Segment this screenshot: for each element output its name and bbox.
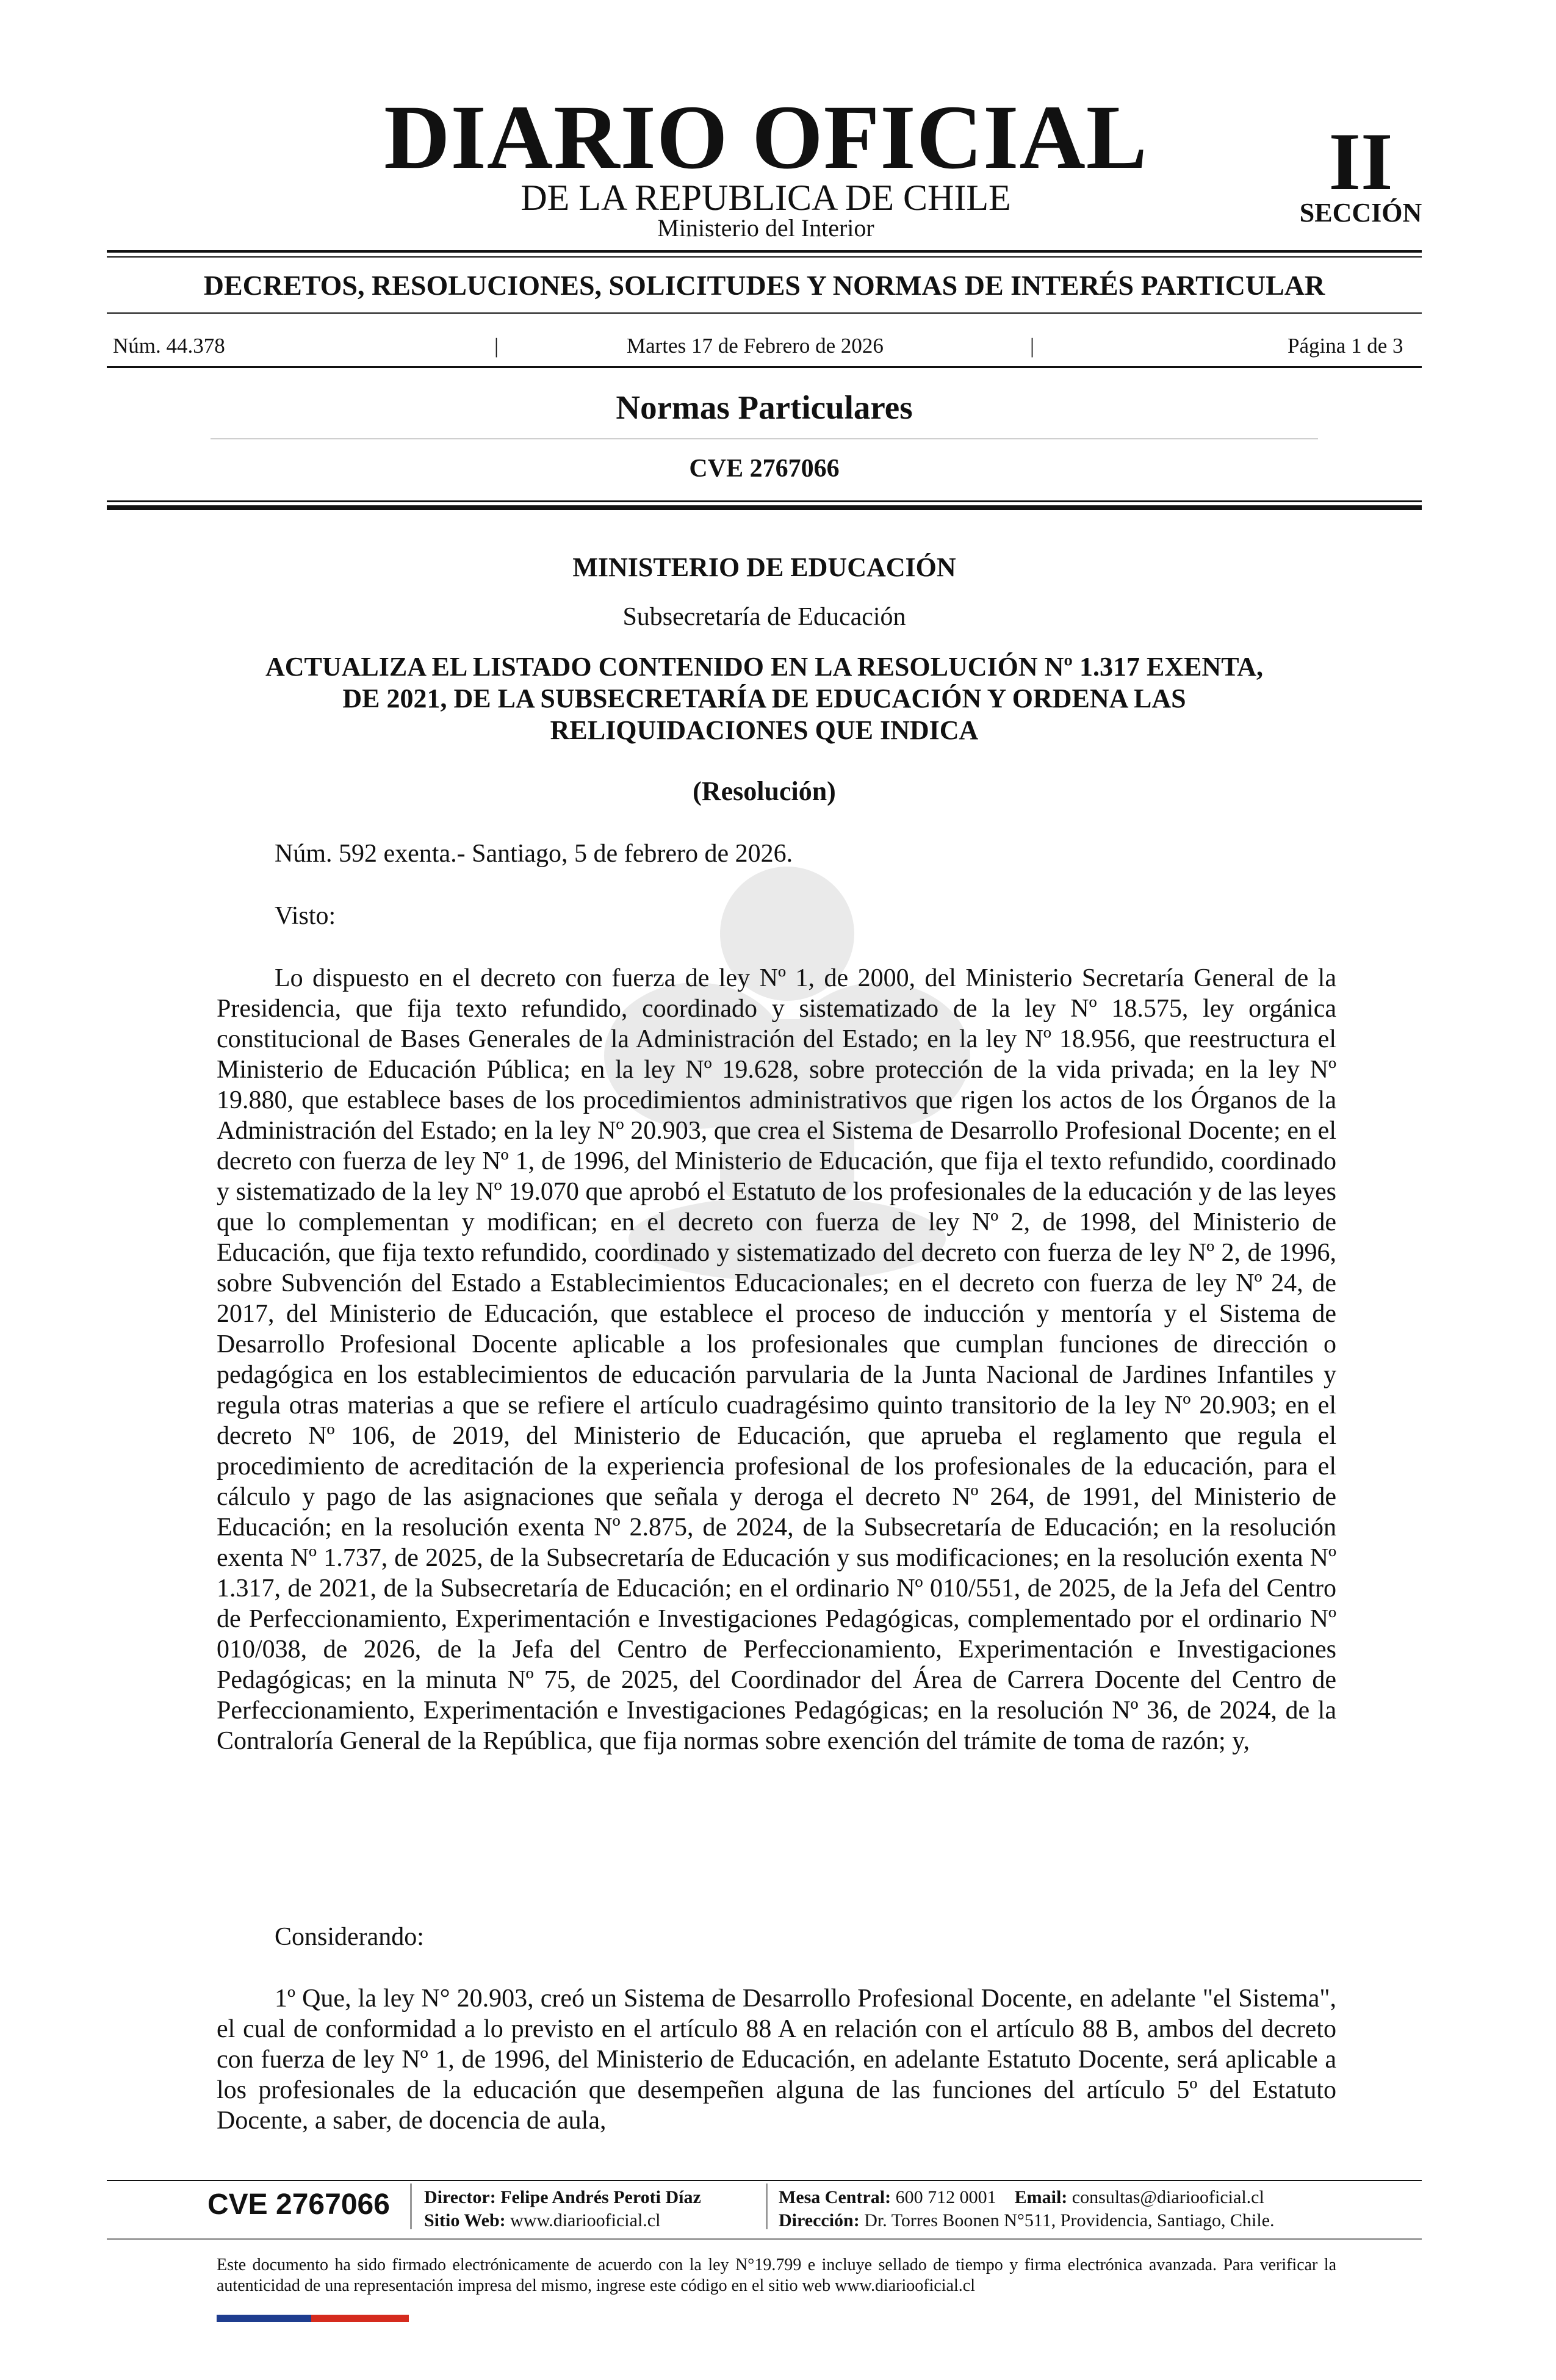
footer-contact-block [779, 2186, 1275, 2232]
header-rule-top-thin [107, 256, 1422, 258]
footer-divider [766, 2183, 768, 2229]
considerando-paragraph-1: 1º Que, la ley N° 20.903, creó un Sistema de Desarrollo Profesional Docente, en adelante "el Sistema", el cual de conformidad a lo previsto en el artículo 88 A en relación con el artículo 88 B, ambos del decreto con fuerza de ley Nº 1, de 1996, del Ministerio de Educación, en adelante Estatuto Docente, será aplicable a los profesionales de la educación que desempeñen alguna de las funciones del artículo 5º del Estatuto Docente, a saber, de docencia de aula, [217, 1985, 1336, 2135]
cve-rule-thick [107, 505, 1422, 510]
considerando-label: Considerando: [275, 1923, 424, 1951]
visto-label: Visto: [275, 902, 336, 930]
newspaper-title: DIARIO OFICIAL [384, 87, 1148, 188]
director-name: Felipe Andrés Peroti Díaz [500, 2187, 701, 2207]
meta-separator: | [1030, 334, 1035, 358]
flag-stripe-red [311, 2315, 409, 2322]
footer-director-block [424, 2186, 701, 2232]
cve-rule [107, 500, 1422, 502]
document-subsecretaria: Subsecretaría de Educación [622, 603, 906, 631]
newspaper-ministry: Ministerio del Interior [657, 214, 874, 242]
footer-cve: CVE 2767066 [207, 2188, 390, 2221]
footer-rule [107, 2180, 1422, 2181]
director-label: Director: [424, 2187, 496, 2207]
address-value: Dr. Torres Boonen N°511, Providencia, Santiago, Chile. [864, 2210, 1275, 2230]
address-label: Dirección: [779, 2210, 860, 2230]
resolution-number: Núm. 592 exenta.- Santiago, 5 de febrero de 2026. [275, 840, 793, 868]
header-rule-top [107, 250, 1422, 253]
meta-rule [107, 366, 1422, 368]
section-title: Normas Particulares [616, 389, 913, 426]
site-label: Sitio Web: [424, 2210, 506, 2230]
document-heading-line: ACTUALIZA EL LISTADO CONTENIDO EN LA RESOLUCIÓN Nº 1.317 EXENTA, [265, 652, 1264, 682]
site-link[interactable]: www.diariooficial.cl [510, 2210, 661, 2230]
newspaper-subtitle: DE LA REPUBLICA DE CHILE [520, 178, 1011, 218]
section-title-rule [211, 438, 1318, 439]
document-type: (Resolución) [693, 776, 836, 806]
visto-paragraph: Lo dispuesto en el decreto con fuerza de ley Nº 1, de 2000, del Ministerio Secretaría General de la Presidencia, que fija texto refundido, coordinado y sistematizado de la ley Nº 18.575, ley orgánica constitucional de Bases Generales de la Administración del Estado; en la ley Nº 18.956, que reestructura el Ministerio de Educación Pública; en la ley Nº 19.628, sobre protección de la vida privada; en la ley Nº 19.880, que establece bases de los procedimientos administrativos que rigen los actos de los Órganos de la Administración del Estado; en la ley Nº 20.903, que crea el Sistema de Desarrollo Profesional Docente; en el decreto con fuerza de ley Nº 1, de 1996, del Ministerio de Educación, que fija el texto refundido, coordinado y sistematizado de la ley Nº 19.070 que aprobó el Estatuto de los profesionales de la educación y de las leyes que lo complementan y modifican; en el decreto con fuerza de ley Nº 2, de 1998, del Ministerio de Educación, que fija texto refundido, coordinado y sistematizado del decreto con fuerza de ley Nº 2, de 1996, sobre Subvención del Estado a Establecimientos Educacionales; en el decreto con fuerza de ley Nº 24, de 2017, del Ministerio de Educación, que establece el proceso de inducción y mentoría y el Sistema de Desarrollo Profesional Docente aplicable a los profesionales que cumplan funciones de dirección o pedagógica en los establecimientos de educación parvularia de la Junta Nacional de Jardines Infantiles y regula otras materias a que se refiere el artículo cuadragésimo quinto transitorio de la ley Nº 20.903; en el decreto Nº 106, de 2019, del Ministerio de Educación, que aprueba el reglamento que regula el procedimiento de acreditación de la experiencia profesional de los profesionales de la educación, para el cálculo y pago de las asignaciones que señala y deroga el decreto Nº 264, de 1991, del Ministerio de Educación; en la resolución exenta Nº 2.875, de 2024, de la Subsecretaría de Educación; en la resolución exenta Nº 1.737, de 2025, de la Subsecretaría de Educación y sus modificaciones; en la resolución exenta Nº 1.317, de 2021, de la Subsecretaría de Educación; en el ordinario Nº 010/551, de 2025, de la Jefa del Centro de Perfeccionamiento, Experimentación e Investigaciones Pedagógicas, complementado por el ordinario Nº 010/038, de 2026, de la Jefa del Centro de Perfeccionamiento, Experimentación e Investigaciones Pedagógicas; en la minuta Nº 75, de 2025, del Coordinador del Área de Carrera Docente del Centro de Perfeccionamiento, Experimentación e Investigaciones Pedagógicas; en la resolución Nº 36, de 2024, de la Contraloría General de la República, que fija normas sobre exención del trámite de toma de razón; y, [217, 964, 1336, 1755]
banner-rule [107, 312, 1422, 314]
email-label: Email: [1014, 2187, 1068, 2207]
section-banner: DECRETOS, RESOLUCIONES, SOLICITUDES Y NORMAS DE INTERÉS PARTICULAR [203, 270, 1325, 301]
phone-value: 600 712 0001 [895, 2187, 996, 2207]
meta-separator: | [494, 334, 499, 358]
document-ministry: MINISTERIO DE EDUCACIÓN [572, 552, 956, 582]
footer-divider [410, 2183, 412, 2229]
flag-stripe-blue [217, 2315, 311, 2322]
section-number: II [1328, 117, 1393, 207]
document-heading-line: RELIQUIDACIONES QUE INDICA [550, 715, 979, 745]
page-indicator: Página 1 de 3 [1288, 334, 1403, 358]
document-heading-line: DE 2021, DE LA SUBSECRETARÍA DE EDUCACIÓN Y ORDENA LAS [342, 683, 1186, 713]
issue-date: Martes 17 de Febrero de 2026 [627, 334, 884, 358]
email-link[interactable]: consultas@diariooficial.cl [1072, 2187, 1264, 2207]
issue-number: Núm. 44.378 [113, 334, 225, 358]
legal-notice: Este documento ha sido firmado electrónicamente de acuerdo con la ley N°19.799 e incluye sellado de tiempo y firma electrónica avanzada. Para verificar la autenticidad de una representación impresa del mismo, ingrese este código en el sitio web www.diariooficial.cl [217, 2256, 1336, 2295]
footer-rule-2 [107, 2238, 1422, 2240]
phone-label: Mesa Central: [779, 2187, 891, 2207]
cve-code: CVE 2767066 [689, 455, 840, 483]
section-label: SECCIÓN [1299, 198, 1422, 228]
